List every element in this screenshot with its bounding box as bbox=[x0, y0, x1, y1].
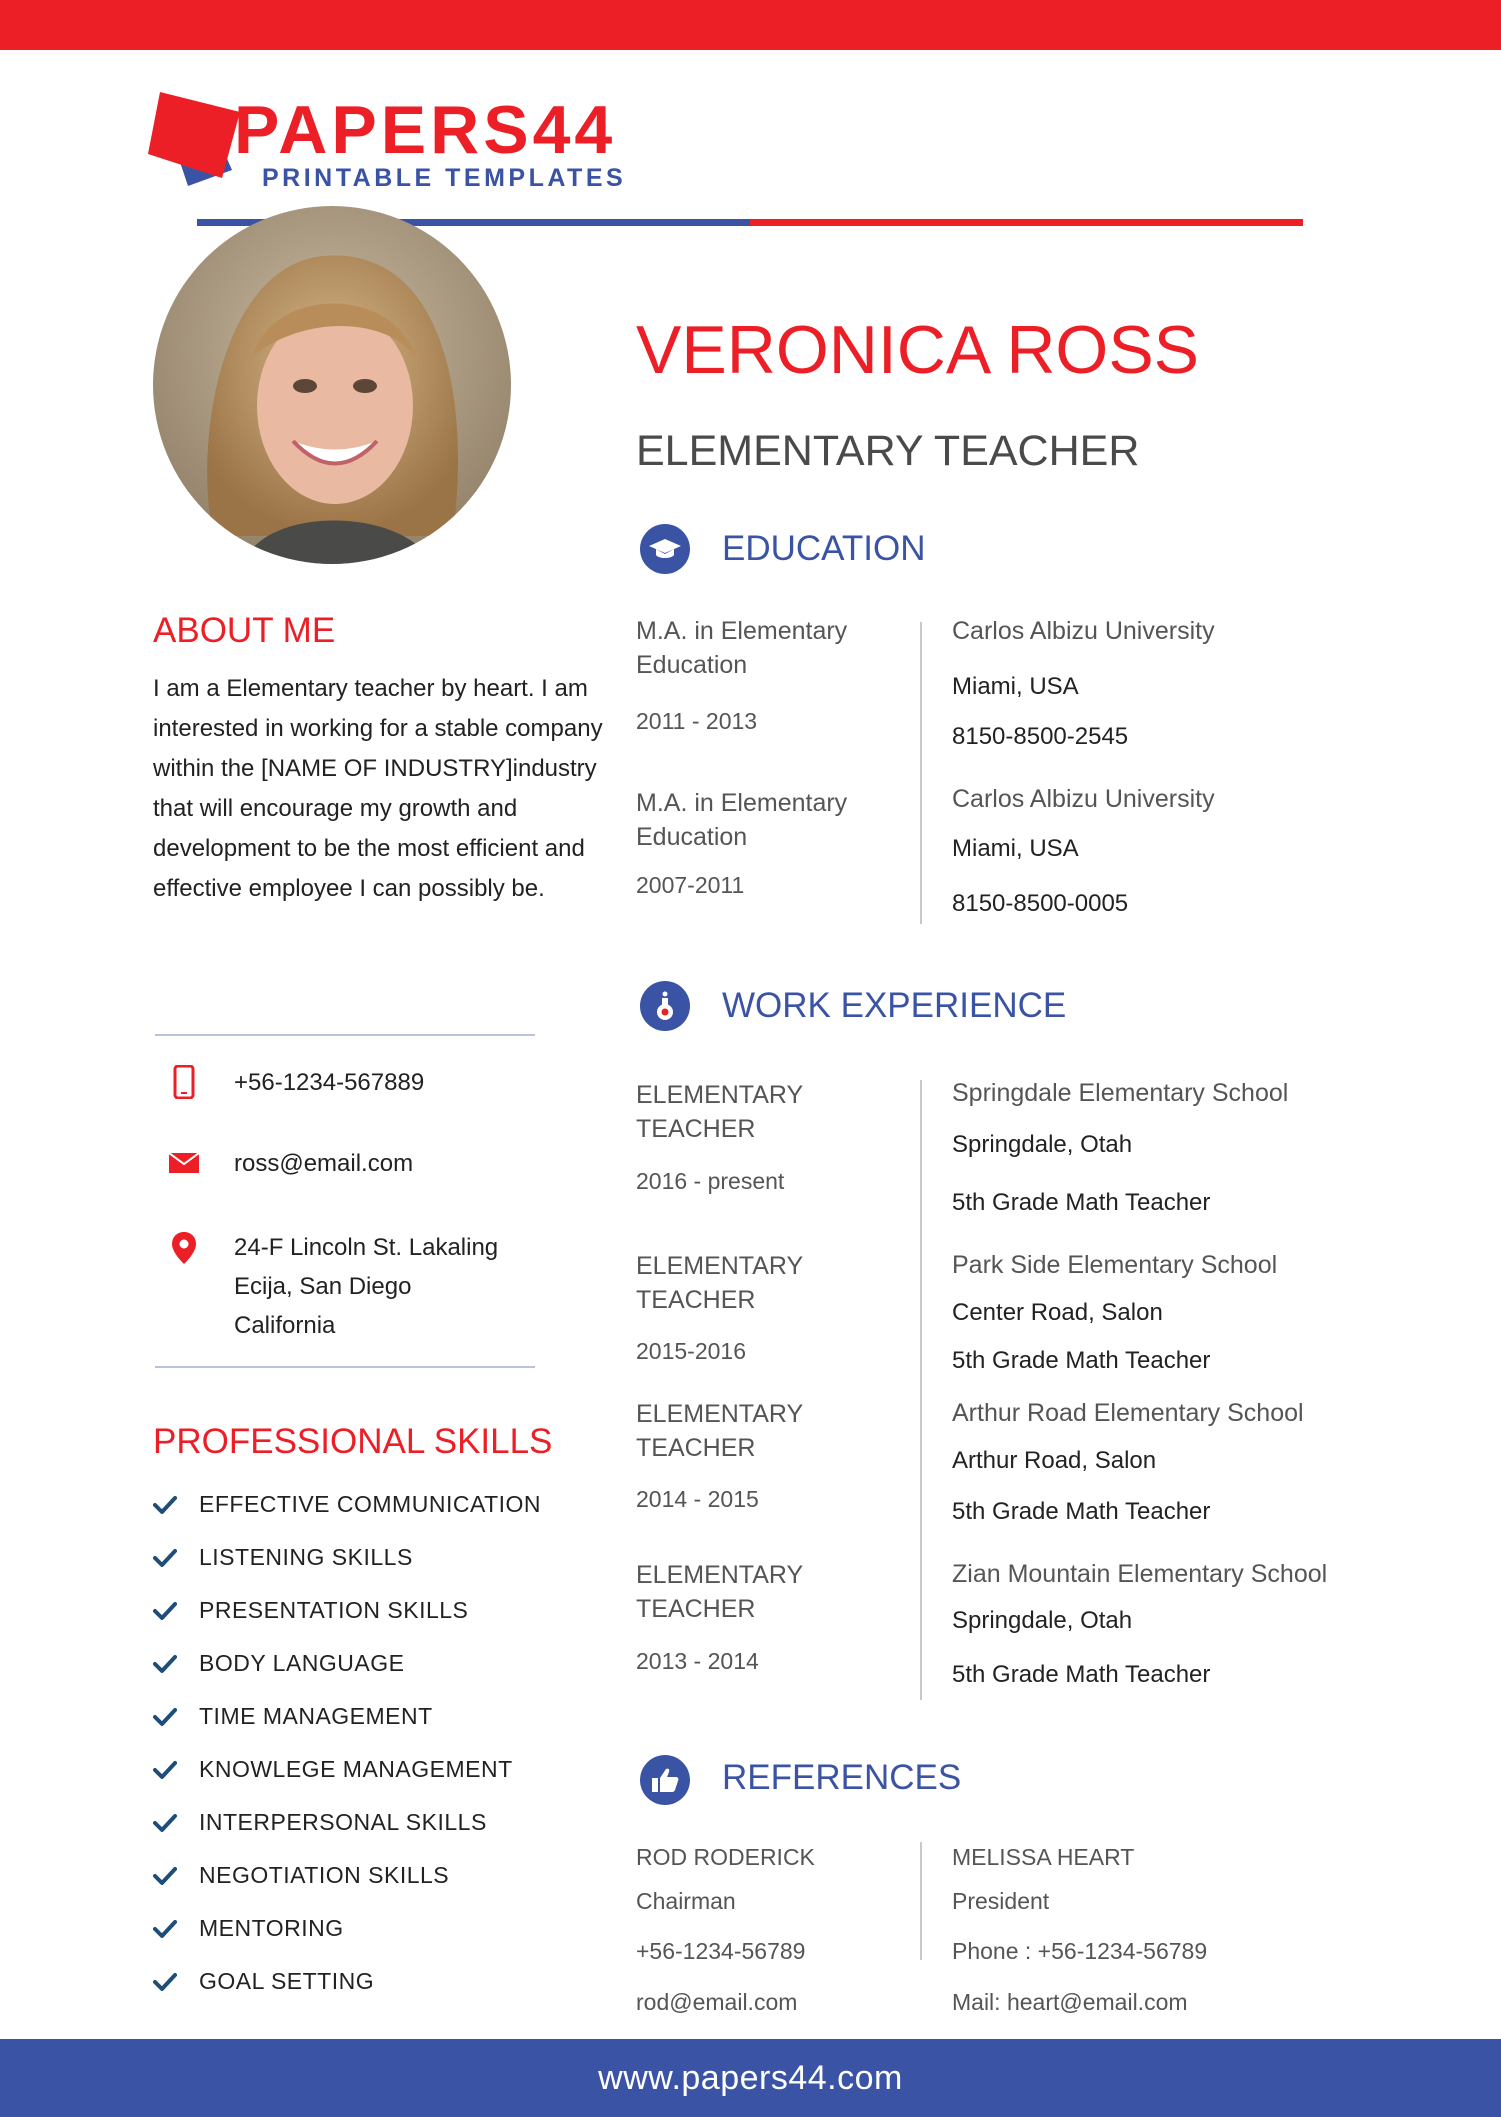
work-2-location: Center Road, Salon bbox=[952, 1299, 1163, 1326]
edu-2-degree-line1: M.A. in Elementary bbox=[636, 789, 848, 817]
skill-label: KNOWLEGE MANAGEMENT bbox=[199, 1756, 513, 1782]
work-1-location: Springdale, Otah bbox=[952, 1131, 1133, 1158]
work-1-school: Springdale Elementary School bbox=[952, 1079, 1289, 1107]
contact-address-line3: California bbox=[234, 1312, 336, 1339]
skill-item bbox=[153, 1690, 541, 1743]
check-icon bbox=[153, 1752, 189, 1788]
education-heading: EDUCATION bbox=[722, 529, 926, 568]
edu-1-years: 2011 - 2013 bbox=[636, 708, 758, 734]
edu-1-location: Miami, USA bbox=[952, 673, 1079, 700]
check-icon bbox=[153, 1964, 189, 2000]
skills-heading: PROFESSIONAL SKILLS bbox=[153, 1422, 553, 1461]
work-2-years: 2015-2016 bbox=[636, 1338, 746, 1364]
candidate-name: VERONICA ROSS bbox=[636, 312, 1200, 388]
skill-label: GOAL SETTING bbox=[199, 1968, 375, 1994]
contact-address-line1: 24-F Lincoln St. Lakaling bbox=[234, 1234, 499, 1261]
work-3-school: Arthur Road Elementary School bbox=[952, 1399, 1304, 1427]
edu-2-phone: 8150-8500-0005 bbox=[952, 890, 1129, 917]
skill-item bbox=[153, 1584, 541, 1637]
work-2-title-line2: TEACHER bbox=[636, 1286, 756, 1314]
work-3-years: 2014 - 2015 bbox=[636, 1486, 759, 1512]
skill-label: PRESENTATION SKILLS bbox=[199, 1597, 469, 1623]
work-1-role: 5th Grade Math Teacher bbox=[952, 1189, 1211, 1216]
flask-icon bbox=[640, 981, 690, 1031]
location-pin-icon bbox=[169, 1231, 199, 1265]
work-divider bbox=[920, 1080, 922, 1700]
contact-divider-top bbox=[155, 1034, 535, 1036]
skill-item bbox=[153, 1637, 541, 1690]
ref-right-phone: Phone : +56-1234-56789 bbox=[952, 1938, 1208, 1964]
skill-label: INTERPERSONAL SKILLS bbox=[199, 1809, 487, 1835]
work-4-title-line2: TEACHER bbox=[636, 1595, 756, 1623]
edu-2-location: Miami, USA bbox=[952, 835, 1079, 862]
ref-left-name: ROD RODERICK bbox=[636, 1844, 815, 1870]
check-icon bbox=[153, 1487, 189, 1523]
check-icon bbox=[153, 1858, 189, 1894]
graduation-cap-icon bbox=[640, 524, 690, 574]
skills-list bbox=[153, 1478, 541, 2008]
work-3-title-line2: TEACHER bbox=[636, 1434, 756, 1462]
references-heading: REFERENCES bbox=[722, 1758, 962, 1797]
work-1-years: 2016 - present bbox=[636, 1168, 785, 1194]
work-3-location: Arthur Road, Salon bbox=[952, 1447, 1157, 1474]
references-divider bbox=[920, 1842, 922, 1960]
work-2-role: 5th Grade Math Teacher bbox=[952, 1347, 1211, 1374]
skill-item bbox=[153, 1849, 541, 1902]
edu-1-phone: 8150-8500-2545 bbox=[952, 723, 1129, 750]
job-title: ELEMENTARY TEACHER bbox=[636, 427, 1140, 475]
skill-item bbox=[153, 1478, 541, 1531]
check-icon bbox=[153, 1911, 189, 1947]
edu-2-years: 2007-2011 bbox=[636, 872, 745, 898]
work-2-school: Park Side Elementary School bbox=[952, 1251, 1278, 1279]
contact-divider-bottom bbox=[155, 1366, 535, 1368]
footer-bar bbox=[0, 2039, 1501, 2117]
ref-left-email: rod@email.com bbox=[636, 1989, 798, 2015]
work-1-title-line1: ELEMENTARY bbox=[636, 1081, 804, 1109]
edu-1-school: Carlos Albizu University bbox=[952, 617, 1215, 645]
work-3-role: 5th Grade Math Teacher bbox=[952, 1498, 1211, 1525]
skill-item bbox=[153, 1955, 541, 2008]
skill-label: MENTORING bbox=[199, 1915, 344, 1941]
check-icon bbox=[153, 1593, 189, 1629]
edu-1-degree-line2: Education bbox=[636, 651, 748, 679]
work-1-title-line2: TEACHER bbox=[636, 1115, 756, 1143]
work-4-years: 2013 - 2014 bbox=[636, 1648, 759, 1674]
phone-icon bbox=[169, 1065, 199, 1099]
skill-item bbox=[153, 1743, 541, 1796]
education-divider bbox=[920, 622, 922, 924]
thumbs-up-icon bbox=[640, 1755, 690, 1805]
top-accent-bar bbox=[0, 0, 1501, 50]
ref-right-email: Mail: heart@email.com bbox=[952, 1989, 1188, 2015]
check-icon bbox=[153, 1540, 189, 1576]
skill-label: BODY LANGUAGE bbox=[199, 1650, 405, 1676]
footer-url[interactable]: www.papers44.com bbox=[598, 2058, 903, 2097]
mail-icon bbox=[169, 1146, 199, 1180]
contact-email: ross@email.com bbox=[234, 1150, 414, 1177]
check-icon bbox=[153, 1699, 189, 1735]
contact-address-line2: Ecija, San Diego bbox=[234, 1273, 412, 1300]
ref-right-name: MELISSA HEART bbox=[952, 1844, 1135, 1870]
edu-2-degree-line2: Education bbox=[636, 823, 748, 851]
logo-title: PAPERS44 bbox=[234, 92, 617, 168]
skill-item bbox=[153, 1531, 541, 1584]
skill-label: LISTENING SKILLS bbox=[199, 1544, 413, 1570]
ref-left-title: Chairman bbox=[636, 1888, 736, 1914]
ref-right-title: President bbox=[952, 1888, 1050, 1914]
check-icon bbox=[153, 1805, 189, 1841]
work-2-title-line1: ELEMENTARY bbox=[636, 1252, 804, 1280]
work-4-school: Zian Mountain Elementary School bbox=[952, 1560, 1328, 1588]
work-4-role: 5th Grade Math Teacher bbox=[952, 1661, 1211, 1688]
logo-subtitle: PRINTABLE TEMPLATES bbox=[262, 164, 627, 192]
edu-1-degree-line1: M.A. in Elementary bbox=[636, 617, 848, 645]
ref-left-phone: +56-1234-56789 bbox=[636, 1938, 806, 1964]
work-3-title-line1: ELEMENTARY bbox=[636, 1400, 804, 1428]
work-4-title-line1: ELEMENTARY bbox=[636, 1561, 804, 1589]
edu-2-school: Carlos Albizu University bbox=[952, 785, 1215, 813]
header-rule-red bbox=[750, 219, 1303, 226]
contact-phone: +56-1234-567889 bbox=[234, 1069, 425, 1096]
papers44-logo-icon bbox=[148, 92, 244, 202]
check-icon bbox=[153, 1646, 189, 1682]
skill-label: TIME MANAGEMENT bbox=[199, 1703, 433, 1729]
skill-label: EFFECTIVE COMMUNICATION bbox=[199, 1491, 542, 1517]
work-4-location: Springdale, Otah bbox=[952, 1607, 1133, 1634]
about-heading: ABOUT ME bbox=[153, 611, 336, 650]
skill-item bbox=[153, 1796, 541, 1849]
about-text: I am a Elementary teacher by heart. I am interested in working for a stable company within the [NAME OF INDUSTRY]industry that will encourage my growth and development to be the most efficient and effective employee I can possibly be. bbox=[153, 675, 603, 902]
work-heading: WORK EXPERIENCE bbox=[722, 986, 1067, 1025]
skill-item bbox=[153, 1902, 541, 1955]
profile-photo bbox=[153, 206, 511, 564]
skill-label: NEGOTIATION SKILLS bbox=[199, 1862, 450, 1888]
